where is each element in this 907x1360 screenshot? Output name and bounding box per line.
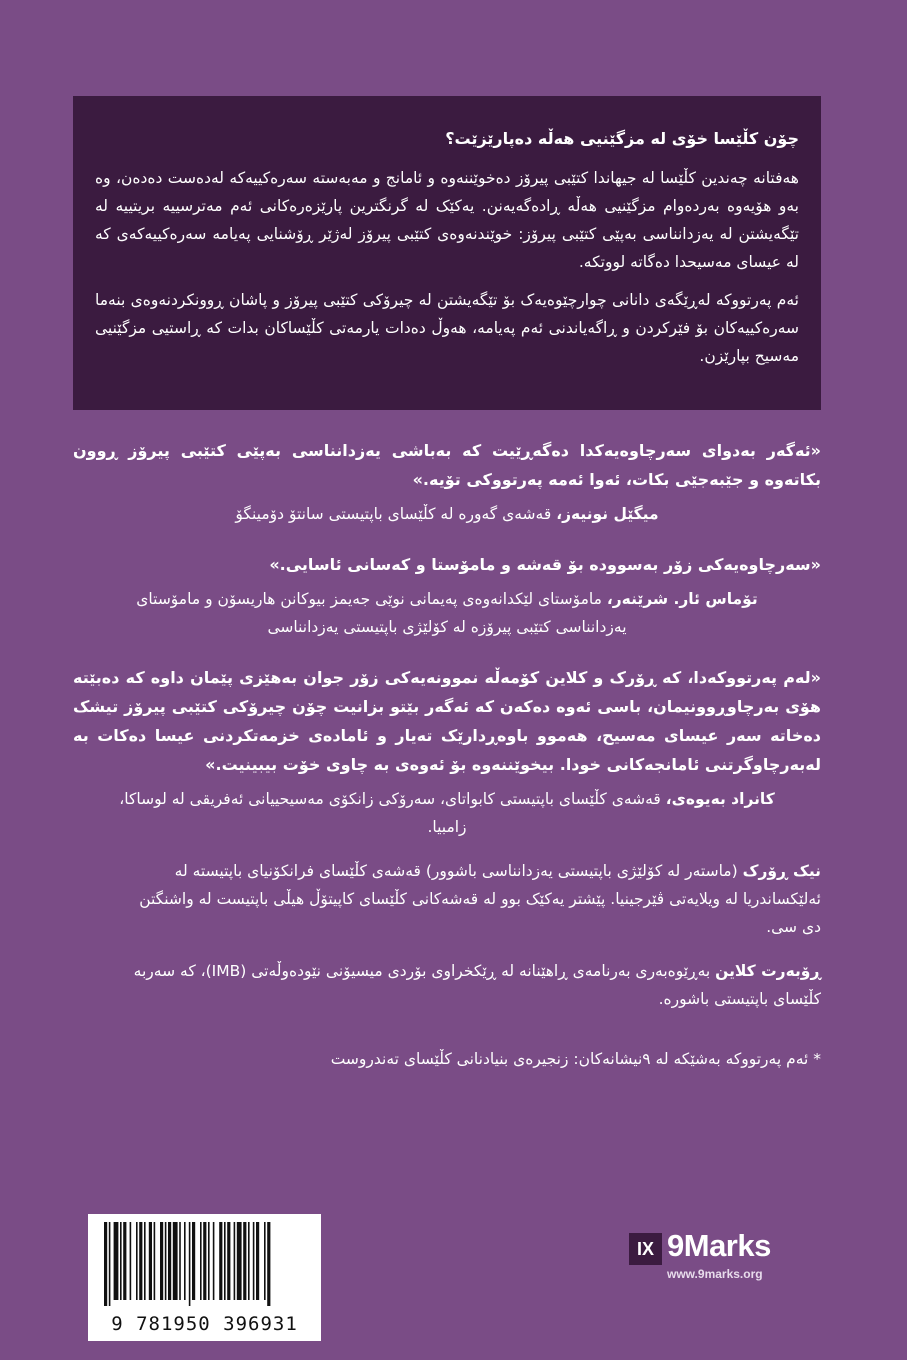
barcode-bar	[234, 1222, 236, 1300]
barcode-bar	[267, 1222, 270, 1306]
summary-box	[73, 96, 821, 410]
barcode-bar	[120, 1222, 122, 1300]
endorsement-quote-1: «ئەگەر بەدوای سەرچاوەیەکدا دەگەڕێیت کە بەباشی یەزدانناسی بەپێی کتێبی پیرۆز ڕوون بکاتەوە و جێبەجێی بکات، ئەوا ئەمە پەرتووکی تۆیە.»	[73, 441, 821, 489]
author-bio-text-1: (ماستەر لە کۆلێژی باپتیستی یەزدانناسی باشوور) قەشەی کڵێسای فرانکۆنیای باپتیستە لە ئەلێکساندریا لە ویلایەتی ڤێرجینیا. پێشتر یەکێک بوو لە قەشەکانی کڵێسای کاپیتۆڵ هیڵی باپتیست لە واشنگتن دی سی.	[139, 862, 821, 936]
author-bio-1	[133, 857, 821, 941]
endorsement-quote-2: «سەرچاوەیەکی زۆر بەسوودە بۆ قەشە و مامۆستا و کەسانی ئاسایی.»	[269, 555, 821, 574]
barcode-bar	[189, 1222, 191, 1306]
barcode-bar	[264, 1222, 266, 1300]
author-name-1: نیک ڕۆرک	[742, 862, 821, 880]
endorser-name-1: میگێل نونیەز،	[556, 505, 659, 523]
barcode-bar	[213, 1222, 215, 1300]
barcode-bar	[109, 1222, 111, 1306]
barcode-bar	[173, 1222, 178, 1300]
barcode-bar	[139, 1222, 142, 1300]
barcode-bar	[179, 1222, 181, 1300]
barcode-bar	[243, 1222, 246, 1300]
barcode-bar	[149, 1222, 152, 1300]
barcode-bar	[130, 1222, 132, 1300]
summary-paragraph-1: هەفتانە چەندین کڵێسا لە جیهاندا کتێبی پیرۆز دەخوێننەوە و ئامانج و مەبەستە سەرەکییەکە لەدەست دەدەن، وە بەو هۆیەوە بەردەوام مزگێنیی هەڵە ڕادەگەیەنن. یەکێک لە گرنگترین پارێزەرەکانی ئەم مەترسییە بریتییە لە تێگەیشتن لە یەزدانناسی بەپێی کتێبی پیرۆز: خوێندنەوەی کتێبی پیرۆز لەژێر ڕۆشنایی پەیامە سەرەکییەکەی کە لە عیسای مەسیحدا دەگاتە لووتکە.	[95, 169, 799, 271]
logo-name: 9Marks	[667, 1228, 771, 1263]
barcode-bar	[192, 1222, 195, 1300]
series-footnote: * ئەم پەرتووکە بەشێکە لە ٩نیشانەکان: زنجیرەی بنیادنانی کڵێسای تەندروست	[330, 1049, 821, 1068]
barcode-bar	[184, 1222, 186, 1300]
isbn-barcode	[88, 1214, 321, 1341]
ninemarks-logo-icon: IX	[629, 1233, 662, 1265]
barcode-bar	[224, 1222, 226, 1300]
endorser-role-2: مامۆستای لێکدانەوەی پەیمانی نوێی جەیمز بیوکانن هاریسۆن و مامۆستای یەزدانناسی کتێبی پیرۆزە لە کۆلێژی باپتیستی یەزدانناسی	[136, 590, 627, 636]
endorsement-quote-3: «لەم پەرتووکەدا، کە ڕۆرک و کلاین کۆمەڵە نموونەیەکی زۆر جوان بەهێزی پێمان داوە کە دەبێتە هۆی بەرچاوڕوونیمان، باسی ئەوە دەکەن کە ئەگەر بێتو بزانیت چۆن چیرۆکی کتێبی پیرۆز تیشک دەخاتە سەر عیسای مەسیح، هەموو باوەڕدارێک تەیار و ئامادەی خزمەتکردنی عیسا دەکات بە لەبەرچاوگرتنی ئامانجەکانی خودا. بیخوێننەوە بۆ ئەوەی بە چاوی خۆت بیبینیت.»	[73, 668, 821, 774]
endorser-name-3: کانراد بەیوەی،	[665, 790, 775, 808]
endorser-role-1: قەشەی گەورە لە کڵێسای باپتیستی سانتۆ دۆمینگۆ	[235, 505, 552, 523]
barcode-bar	[168, 1222, 171, 1300]
barcode-bar	[227, 1222, 230, 1300]
endorsement-attribution-3	[113, 785, 781, 841]
barcode-bar	[203, 1222, 206, 1300]
summary-title: چۆن کڵێسا خۆی لە مزگێنیی هەڵە دەپارێزێت؟	[445, 129, 799, 148]
barcode-bar	[104, 1222, 107, 1306]
barcode-bar	[144, 1222, 146, 1300]
barcode-bar	[136, 1222, 138, 1300]
barcode-bar	[165, 1222, 167, 1300]
barcode-bar	[154, 1222, 156, 1300]
barcode-bar	[248, 1222, 250, 1300]
barcode-bar	[208, 1222, 210, 1300]
logo-url: www.9marks.org	[667, 1267, 763, 1281]
author-name-2: ڕۆبەرت کلاین	[715, 962, 821, 980]
barcode-bar	[219, 1222, 222, 1300]
endorsement-attribution-2	[113, 585, 781, 641]
endorsements-section	[73, 436, 821, 1088]
isbn-number: 9 781950 396931	[111, 1313, 298, 1335]
barcode-bar	[256, 1222, 259, 1300]
author-bio-2	[133, 957, 821, 1013]
barcode-bar	[253, 1222, 255, 1300]
summary-paragraph-2: ئەم پەرتووکە لەڕێگەی دانانی چوارچێوەیەک بۆ تێگەیشتن لە چیرۆکی کتێبی پیرۆز و پاشان ڕوونکردنەوەی بنەما سەرەکییەکان بۆ فێرکردن و ڕاگەیاندنی ئەم پەیامە، هەوڵ دەدات یارمەتی کڵێساکان بدات کە ڕاستیی مزگێنیی مەسیح بپارێزن.	[95, 291, 799, 365]
endorser-name-2: تۆماس ئار. شرێنەر،	[606, 590, 758, 608]
endorser-role-3: قەشەی کڵێسای باپتیستی کابواتای، سەرۆکی زانکۆی مەسیحییانی ئەفریقی لە لوساکا، زامبیا.	[119, 790, 661, 836]
barcode-bar	[200, 1222, 202, 1300]
barcode-bar	[123, 1222, 126, 1300]
endorsement-attribution-1	[113, 500, 781, 528]
barcode-bar	[114, 1222, 119, 1300]
barcode-bar	[237, 1222, 242, 1300]
barcode-bars-icon	[88, 1214, 321, 1314]
author-bio-text-2: بەڕێوەبەری بەرنامەی ڕاهێنانە لە ڕێکخراوی بۆردی میسیۆنی نێودەوڵەتی (IMB)، کە سەربە کڵێسای باپتیستی باشورە.	[133, 962, 821, 1008]
barcode-bar	[160, 1222, 163, 1300]
